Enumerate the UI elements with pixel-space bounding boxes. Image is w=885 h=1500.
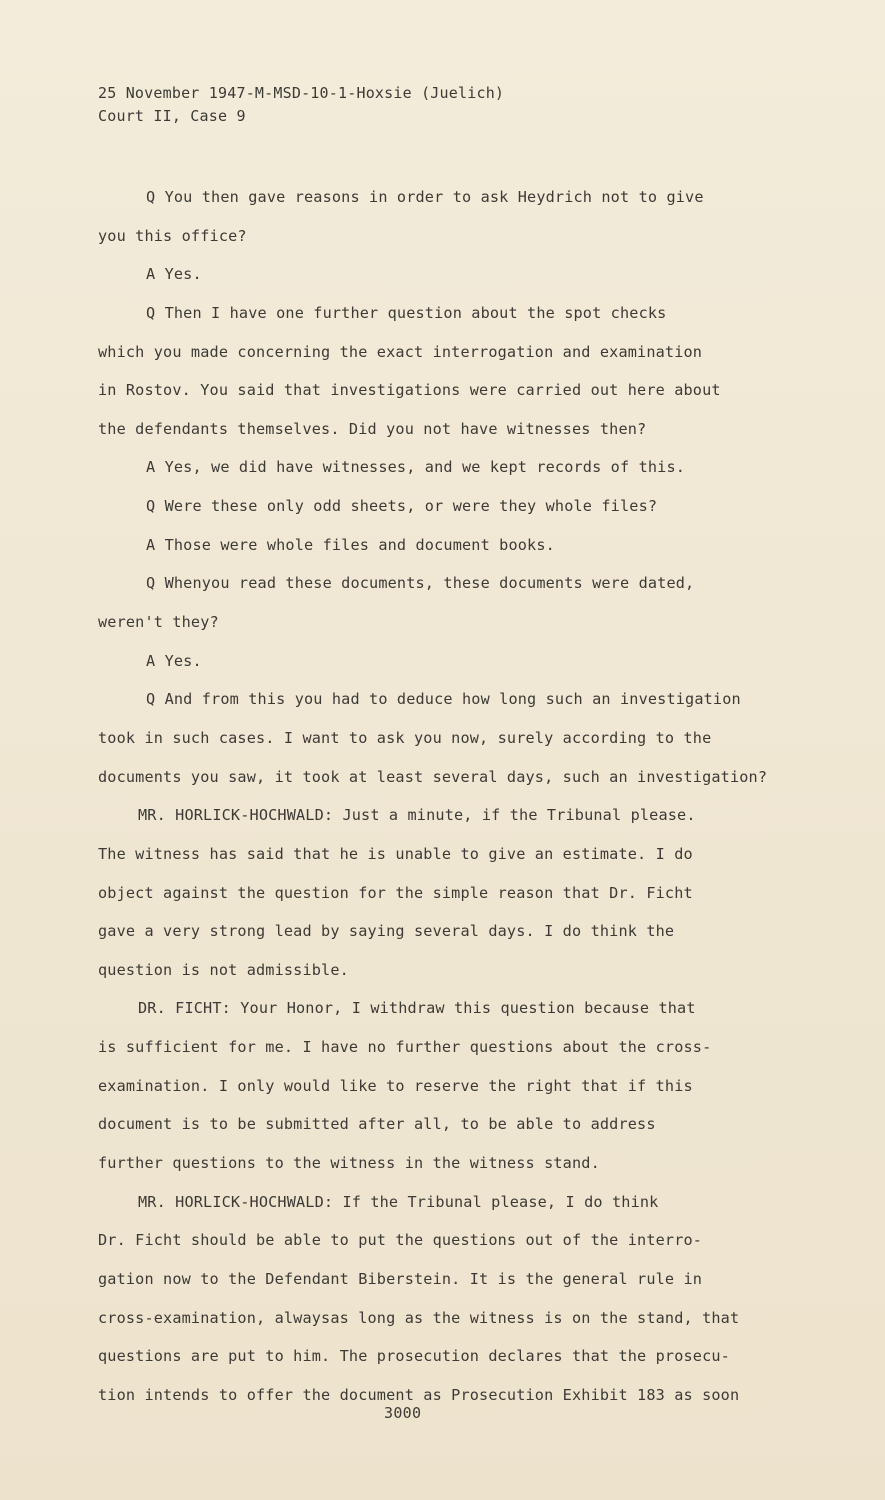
transcript-line: the defendants themselves. Did you not have witnesses then?	[98, 419, 647, 438]
transcript-line: which you made concerning the exact interrogation and examination	[98, 342, 703, 361]
transcript-line: documents you saw, it took at least several days, such an investigation?	[98, 767, 768, 786]
transcript-line: questions are put to him. The prosecution declares that the prosecu-	[98, 1347, 730, 1366]
transcript-line: is sufficient for me. I have no further questions about the cross-	[98, 1038, 712, 1057]
transcript-line: MR. HORLICK-HOCHWALD: Just a minute, if the Tribunal please.	[138, 806, 696, 825]
transcript-line: gave a very strong lead by saying several days. I do think the	[98, 922, 675, 941]
transcript-line: A Yes, we did have witnesses, and we kept records of this.	[146, 458, 686, 477]
transcript-line: gation now to the Defendant Biberstein. It is the general rule in	[98, 1269, 703, 1288]
transcript-line: weren't they?	[98, 613, 219, 632]
transcript-line: A Yes.	[146, 265, 202, 284]
transcript-line: Q And from this you had to deduce how long such an investigation	[146, 690, 741, 709]
transcript-line: took in such cases. I want to ask you now, surely according to the	[98, 728, 712, 747]
transcript-line: Dr. Ficht should be able to put the questions out of the interro-	[98, 1231, 703, 1250]
transcript-line: Q Were these only odd sheets, or were they whole files?	[146, 497, 658, 516]
transcript-line: tion intends to offer the document as Prosecution Exhibit 183 as soon	[98, 1385, 740, 1404]
header-date-line: 25 November 1947-M-MSD-10-1-Hoxsie (Juelich)	[98, 84, 505, 102]
transcript-line: Q You then gave reasons in order to ask Heydrich not to give	[146, 188, 704, 206]
transcript-line: Q Whenyou read these documents, these documents were dated,	[146, 574, 695, 593]
transcript-line: The witness has said that he is unable to give an estimate. I do	[98, 844, 693, 863]
transcript-line: object against the question for the simple reason that Dr. Ficht	[98, 883, 693, 902]
transcript-body	[98, 178, 768, 1415]
transcript-line: MR. HORLICK-HOCHWALD: If the Tribunal please, I do think	[138, 1192, 659, 1211]
transcript-line: examination. I only would like to reserve the right that if this	[98, 1076, 693, 1095]
transcript-line: further questions to the witness in the witness stand.	[98, 1154, 600, 1173]
header-court-line: Court II, Case 9	[98, 107, 246, 125]
transcript-line: cross-examination, alwaysas long as the witness is on the stand, that	[98, 1308, 740, 1327]
transcript-line: question is not admissible.	[98, 960, 349, 979]
transcript-line: Q Then I have one further question about the spot checks	[146, 303, 667, 322]
transcript-line: document is to be submitted after all, to be able to address	[98, 1115, 656, 1134]
document-header	[98, 82, 504, 128]
transcript-line: A Yes.	[146, 651, 202, 670]
page-number: 3000	[384, 1404, 422, 1422]
transcript-line: A Those were whole files and document books.	[146, 535, 555, 554]
transcript-line: DR. FICHT: Your Honor, I withdraw this question because that	[138, 999, 696, 1018]
transcript-line: you this office?	[98, 226, 247, 245]
transcript-line: in Rostov. You said that investigations were carried out here about	[98, 381, 721, 400]
